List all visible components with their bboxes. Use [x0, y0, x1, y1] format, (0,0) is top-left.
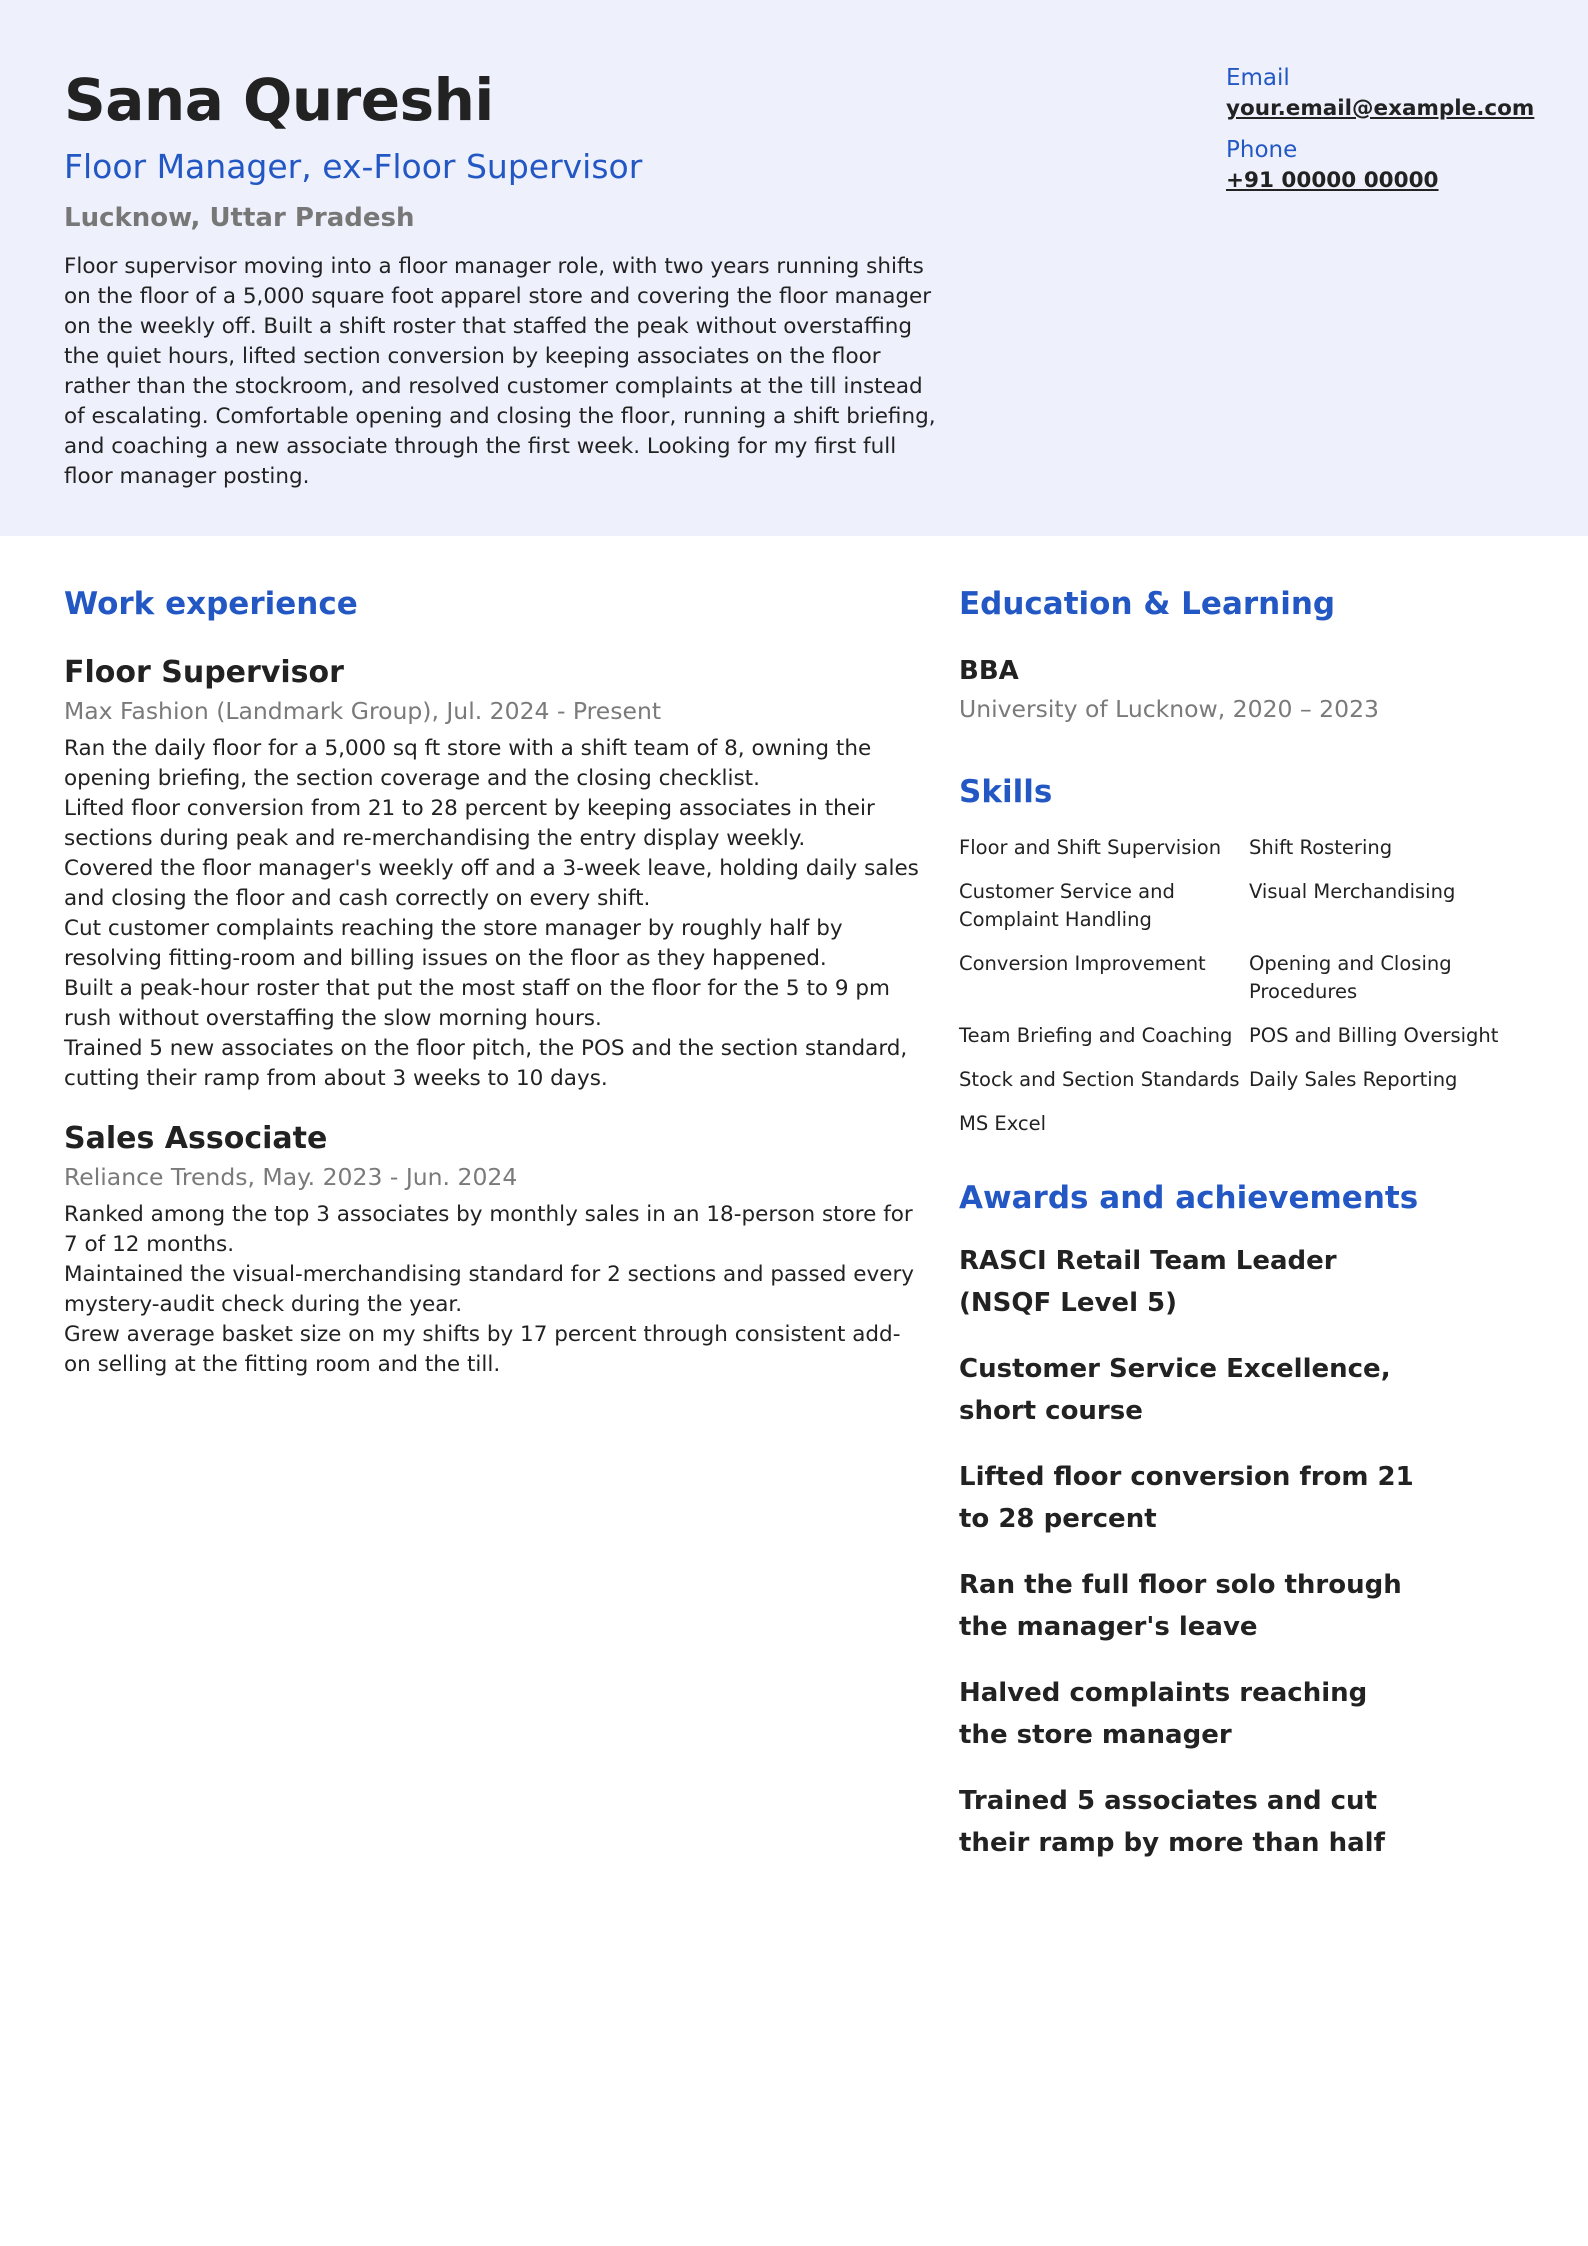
education-section — [959, 580, 1539, 726]
award-item: Lifted floor conversion from 21 to 28 percent — [959, 1462, 1414, 1534]
skill-item: Daily Sales Reporting — [1249, 1068, 1458, 1091]
profile-summary: Floor supervisor moving into a floor manager role, with two years running shifts on the floor of a 5,000 square foot apparel store and covering the floor manager on the weekly off. Built a shift roster that staffed the peak without overstaffing the quiet hours, lifted section conversion by keeping associates on the floor rather than the stockroom, and resolved customer complaints at the till instead of escalating. Comfortable opening and closing the floor, running a shift briefing, and coaching a new associate through the first week. Looking for my first full floor manager posting. — [64, 254, 936, 489]
skills-title: Skills — [959, 774, 1053, 810]
candidate-name: Sana Qureshi — [64, 66, 494, 134]
job-bullet: Lifted floor conversion from 21 to 28 percent by keeping associates in their sections during peak and re-merchandising the entry display weekly. — [64, 796, 875, 851]
job-entry — [64, 652, 924, 1094]
job-title: Sales Associate — [64, 1121, 328, 1156]
work-experience-title: Work experience — [64, 586, 358, 622]
skill-item: Floor and Shift Supervision — [959, 836, 1222, 859]
phone-label: Phone — [1226, 137, 1298, 163]
header-identity — [64, 58, 944, 492]
job-bullets — [64, 1200, 924, 1380]
job-bullet: Ran the daily floor for a 5,000 sq ft store with a shift team of 8, owning the opening briefing, the section coverage and the closing checklist. — [64, 736, 872, 791]
phone-link[interactable]: +91 00000 00000 — [1226, 168, 1439, 193]
awards-title: Awards and achievements — [959, 1180, 1419, 1216]
skill-item: Customer Service and Complaint Handling — [959, 880, 1175, 931]
award-item: Customer Service Excellence, short course — [959, 1354, 1391, 1426]
job-bullet: Covered the floor manager's weekly off and a 3-week leave, holding daily sales and closing the floor and cash correctly on every shift. — [64, 856, 919, 911]
skill-item: Conversion Improvement — [959, 952, 1206, 975]
skill-item: Opening and Closing Procedures — [1249, 952, 1452, 1003]
award-item: Ran the full floor solo through the manager's leave — [959, 1570, 1402, 1642]
job-bullet: Built a peak-hour roster that put the most staff on the floor for the 5 to 9 pm rush without overstaffing the slow morning hours. — [64, 976, 890, 1031]
job-meta: Reliance Trends, May. 2023 - Jun. 2024 — [64, 1163, 518, 1191]
awards-list — [959, 1240, 1539, 1864]
job-bullet: Cut customer complaints reaching the store manager by roughly half by resolving fitting-room and billing issues on the floor as they happened. — [64, 916, 843, 971]
job-bullet: Maintained the visual-merchandising standard for 2 sections and passed every mystery-audit check during the year. — [64, 1262, 915, 1317]
candidate-location: Lucknow, Uttar Pradesh — [64, 203, 415, 233]
skills-section — [959, 768, 1539, 1138]
education-title: Education & Learning — [959, 586, 1336, 622]
email-label: Email — [1226, 65, 1290, 91]
skill-item: MS Excel — [959, 1112, 1047, 1135]
awards-section — [959, 1174, 1539, 1864]
job-title: Floor Supervisor — [64, 655, 344, 690]
degree-name: BBA — [959, 656, 1019, 686]
skill-item: Shift Rostering — [1249, 836, 1393, 859]
sidebar-column — [959, 580, 1539, 1888]
skill-item: Stock and Section Standards — [959, 1068, 1240, 1091]
award-item: Halved complaints reaching the store manager — [959, 1678, 1368, 1750]
header-panel — [0, 0, 1588, 536]
award-item: Trained 5 associates and cut their ramp by more than half — [959, 1786, 1385, 1858]
email-link[interactable]: your.email@example.com — [1226, 96, 1535, 121]
skills-grid — [959, 834, 1539, 1138]
degree-meta: University of Lucknow, 2020 – 2023 — [959, 695, 1379, 723]
job-bullet: Trained 5 new associates on the floor pitch, the POS and the section standard, cutting their ramp from about 3 weeks to 10 days. — [64, 1036, 908, 1091]
job-bullet: Grew average basket size on my shifts by 17 percent through consistent add-on selling at the fitting room and the till. — [64, 1322, 901, 1377]
candidate-role: Floor Manager, ex-Floor Supervisor — [64, 147, 643, 186]
job-meta: Max Fashion (Landmark Group), Jul. 2024 - Present — [64, 697, 662, 725]
contact-block — [1226, 62, 1566, 206]
skill-item: Team Briefing and Coaching — [959, 1024, 1233, 1047]
job-bullet: Ranked among the top 3 associates by monthly sales in an 18-person store for 7 of 12 months. — [64, 1202, 913, 1257]
award-item: RASCI Retail Team Leader (NSQF Level 5) — [959, 1246, 1337, 1318]
skill-item: Visual Merchandising — [1249, 880, 1456, 903]
job-bullets — [64, 734, 924, 1094]
work-experience-section — [64, 580, 924, 1380]
skill-item: POS and Billing Oversight — [1249, 1024, 1499, 1047]
job-entry — [64, 1118, 924, 1380]
